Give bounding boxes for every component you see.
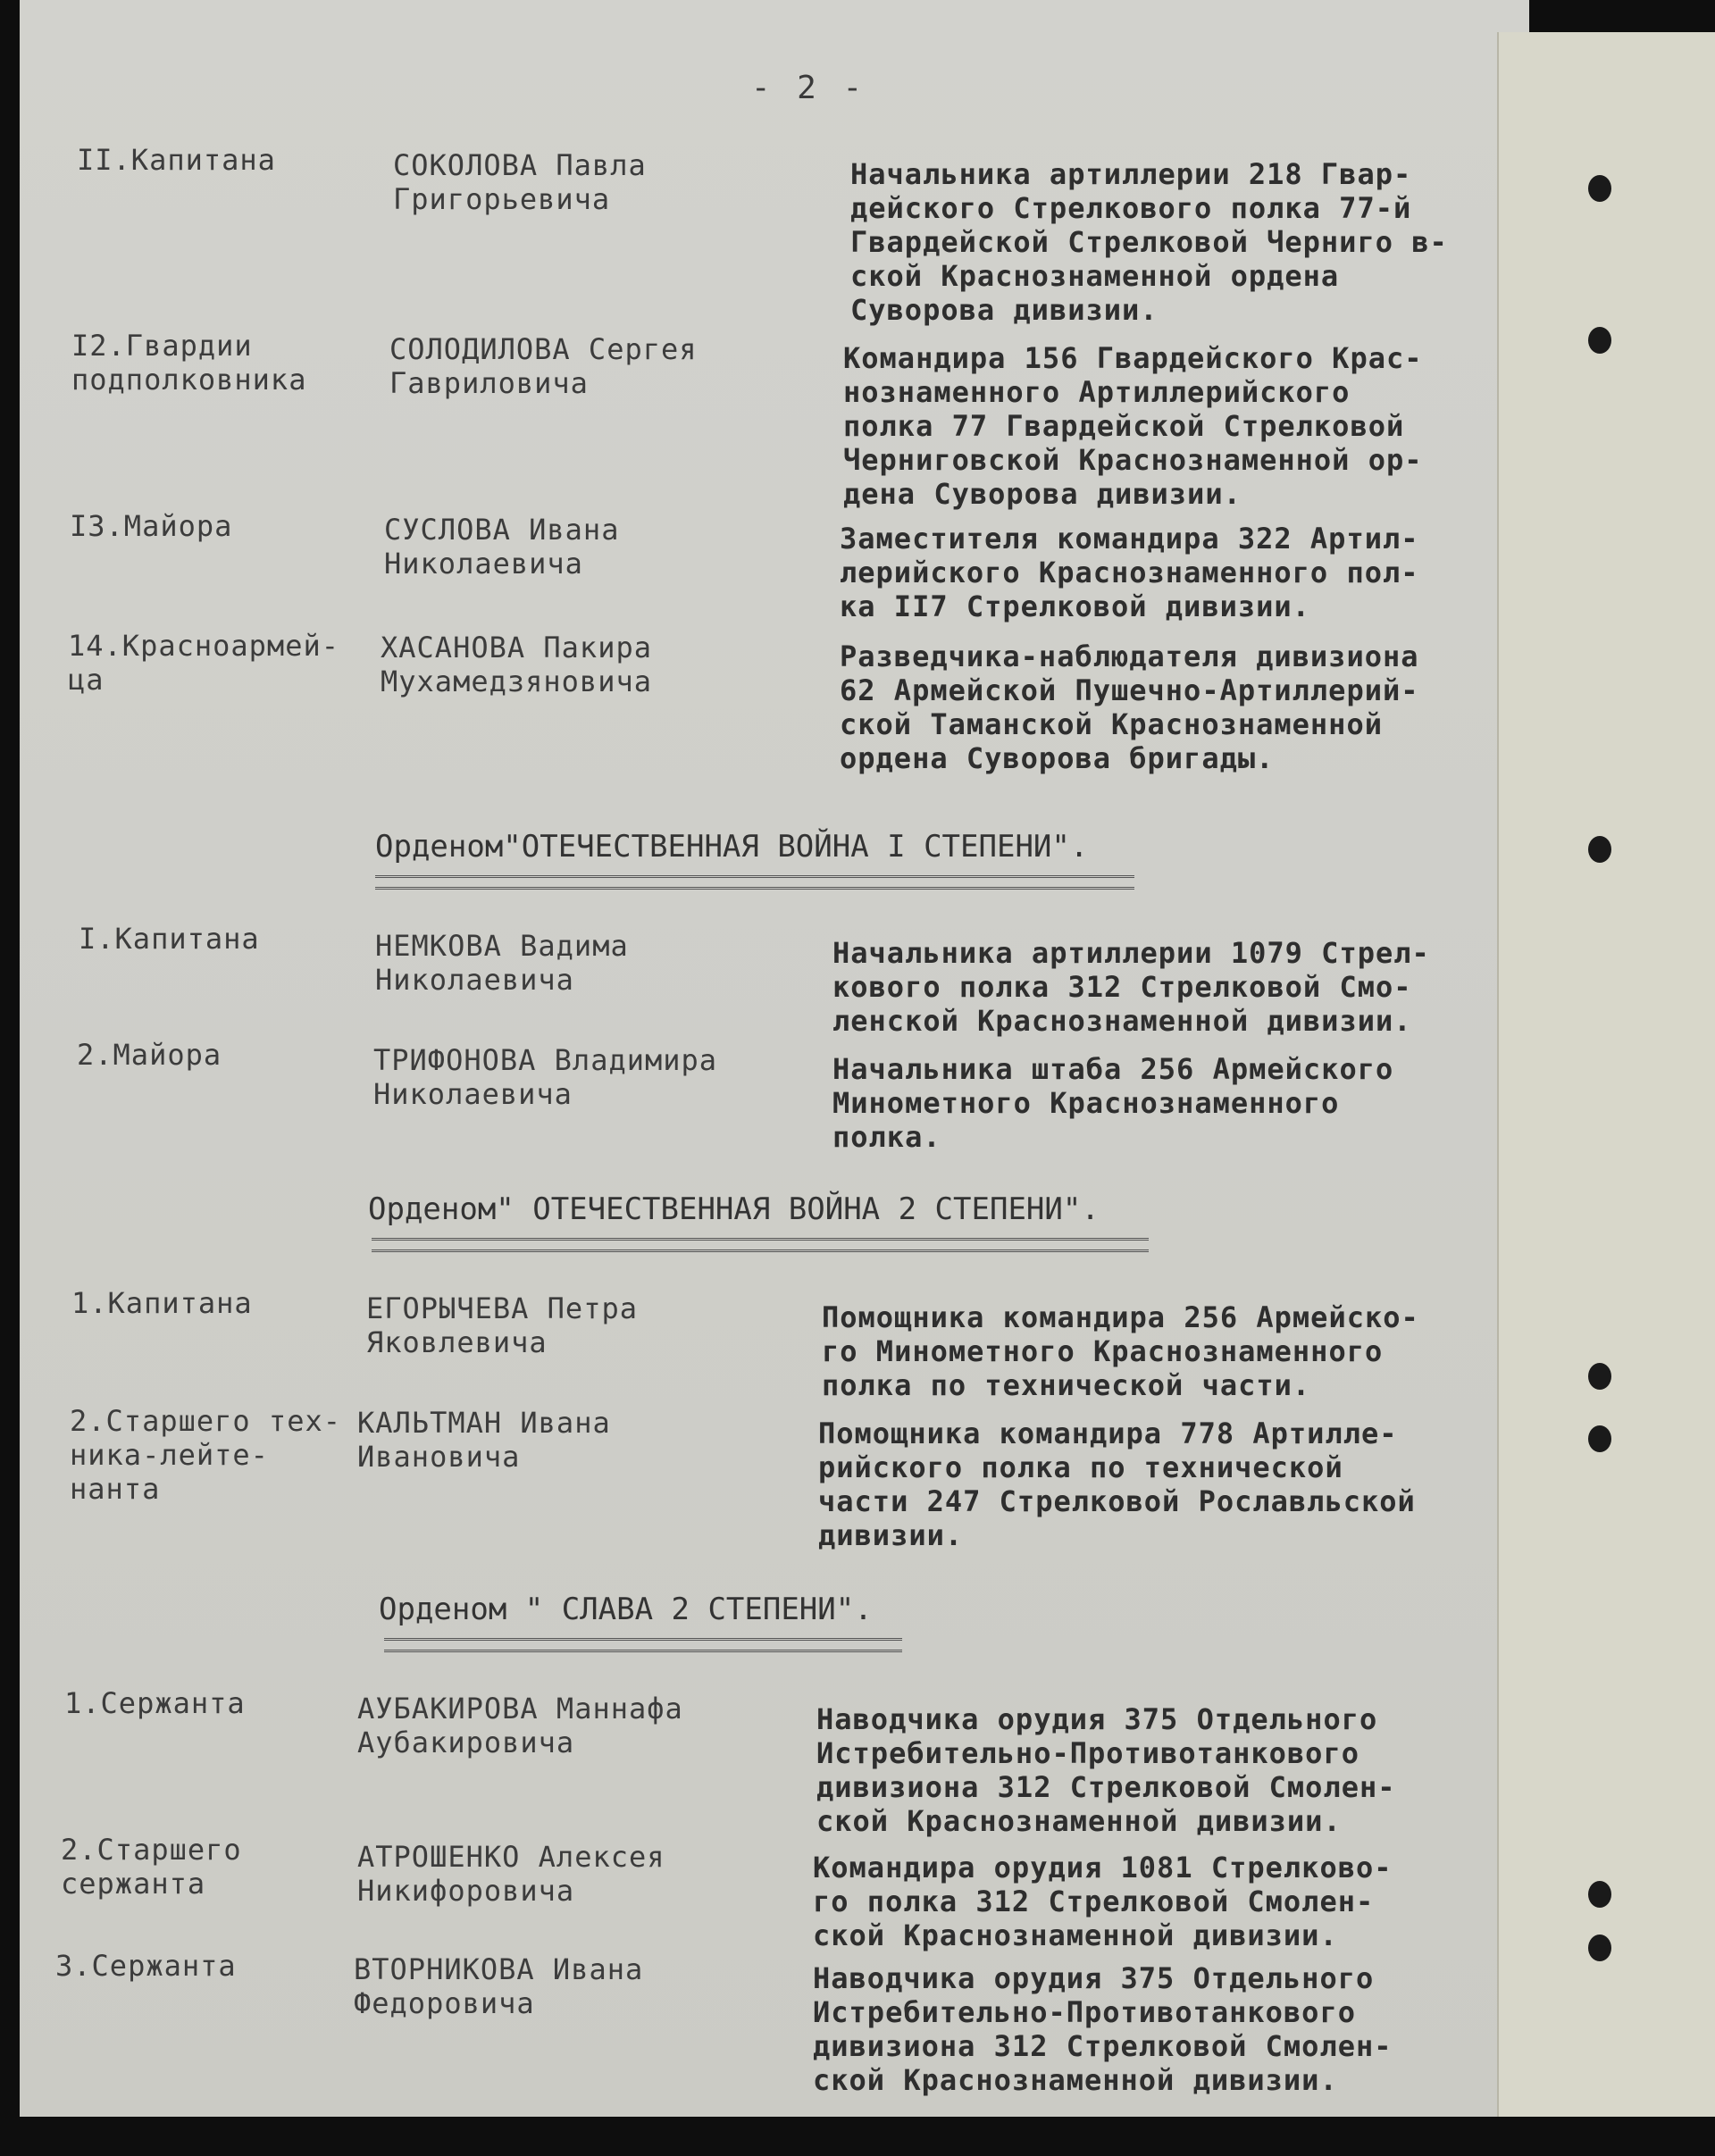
punch-hole	[1588, 175, 1611, 202]
section-title: Орденом" ОТЕЧЕСТВЕННАЯ ВОЙНА 2 СТЕПЕНИ".	[368, 1191, 1100, 1227]
punch-hole	[1588, 1363, 1611, 1390]
entry-rank: I2.Гвардии подполковника	[71, 329, 307, 397]
entry-description: Помощника командира 256 Армейско- го Минометного Краснознаменного полка по технической части.	[822, 1300, 1419, 1402]
entry-rank: 2.Старшего тех- ника-лейте- нанта	[70, 1404, 341, 1506]
entry-name: СОКОЛОВА Павла Григорьевича	[393, 148, 647, 216]
entry-description: Наводчика орудия 375 Отдельного Истребительно-Противотанкового дивизиона 312 Стрелковой Смолен- ской Краснознаменной дивизии.	[813, 1961, 1393, 2097]
entry-name: АУБАКИРОВА Маннафа Аубакировича	[357, 1692, 683, 1759]
entry-name: АТРОШЕНКО Алексея Никифоровича	[357, 1840, 665, 1908]
binding-strip	[1497, 32, 1715, 2117]
punch-hole	[1588, 1881, 1611, 1908]
entry-name: ЕГОРЫЧЕВА Петра Яковлевича	[366, 1291, 638, 1359]
entry-description: Разведчика-наблюдателя дивизиона 62 Армейской Пушечно-Артиллерий- ской Таманской Краснознаменной ордена Суворова бригады.	[840, 639, 1419, 775]
entry-name: СУСЛОВА Ивана Николаевича	[384, 513, 620, 581]
entry-rank: 1.Сержанта	[64, 1686, 246, 1720]
entry-rank: I.Капитана	[79, 922, 260, 956]
entry-description: Наводчика орудия 375 Отдельного Истребительно-Противотанкового дивизиона 312 Стрелковой Смолен- ской Краснознаменной дивизии.	[816, 1702, 1396, 1838]
section-underline	[372, 1238, 1149, 1252]
entry-description: Начальника артиллерии 1079 Стрел- кового полка 312 Стрелковой Смо- ленской Краснознаменной дивизии.	[832, 936, 1430, 1038]
entry-rank: I3.Майора	[70, 509, 233, 543]
entry-description: Помощника командира 778 Артилле- рийского полка по технической части 247 Стрелковой Рославльской дивизии.	[818, 1416, 1416, 1552]
entry-rank: 14.Красноармей- ца	[68, 629, 339, 697]
punch-hole	[1588, 1935, 1611, 1961]
entry-rank: II.Капитана	[77, 143, 276, 177]
section-title: Орденом"ОТЕЧЕСТВЕННАЯ ВОЙНА I СТЕПЕНИ".	[375, 829, 1089, 865]
punch-hole	[1588, 1425, 1611, 1452]
entry-name: ХАСАНОВА Пакира Мухамедзяновича	[381, 631, 652, 698]
entry-name: СОЛОДИЛОВА Сергея Гавриловича	[389, 332, 698, 400]
entry-rank: 3.Сержанта	[55, 1949, 237, 1983]
entry-rank: 2.Майора	[77, 1038, 222, 1072]
entry-description: Начальника артиллерии 218 Гвар- дейского Стрелкового полка 77-й Гвардейской Стрелковой Черниго в- ской Краснознаменной ордена Суворова дивизии.	[850, 157, 1448, 327]
entry-description: Командира орудия 1081 Стрелково- го полка 312 Стрелковой Смолен- ской Краснознаменной дивизии.	[813, 1851, 1393, 1952]
entry-rank: 1.Капитана	[71, 1286, 253, 1320]
section-underline	[384, 1638, 902, 1652]
entry-name: НЕМКОВА Вадима Николаевича	[375, 929, 629, 997]
entry-name: КАЛЬТМАН Ивана Ивановича	[357, 1406, 611, 1474]
entry-name: ТРИФОНОВА Владимира Николаевича	[373, 1043, 718, 1111]
entry-description: Заместителя командира 322 Артил- лерийского Краснознаменного пол- ка II7 Стрелковой дивизии.	[840, 522, 1419, 623]
entry-rank: 2.Старшего сержанта	[61, 1833, 242, 1901]
punch-hole	[1588, 836, 1611, 863]
entry-description: Начальника штаба 256 Армейского Минометного Краснознаменного полка.	[832, 1052, 1394, 1154]
entry-description: Командира 156 Гвардейского Крас- нознаменного Артиллерийского полка 77 Гвардейской Стрелковой Черниговской Краснознаменной ор- дена Суворова дивизии.	[843, 341, 1423, 511]
page-number: - 2 -	[750, 70, 866, 106]
section-title: Орденом " СЛАВА 2 СТЕПЕНИ".	[379, 1592, 873, 1627]
section-underline	[375, 875, 1134, 890]
entry-name: ВТОРНИКОВА Ивана Федоровича	[354, 1952, 644, 2020]
punch-hole	[1588, 327, 1611, 354]
